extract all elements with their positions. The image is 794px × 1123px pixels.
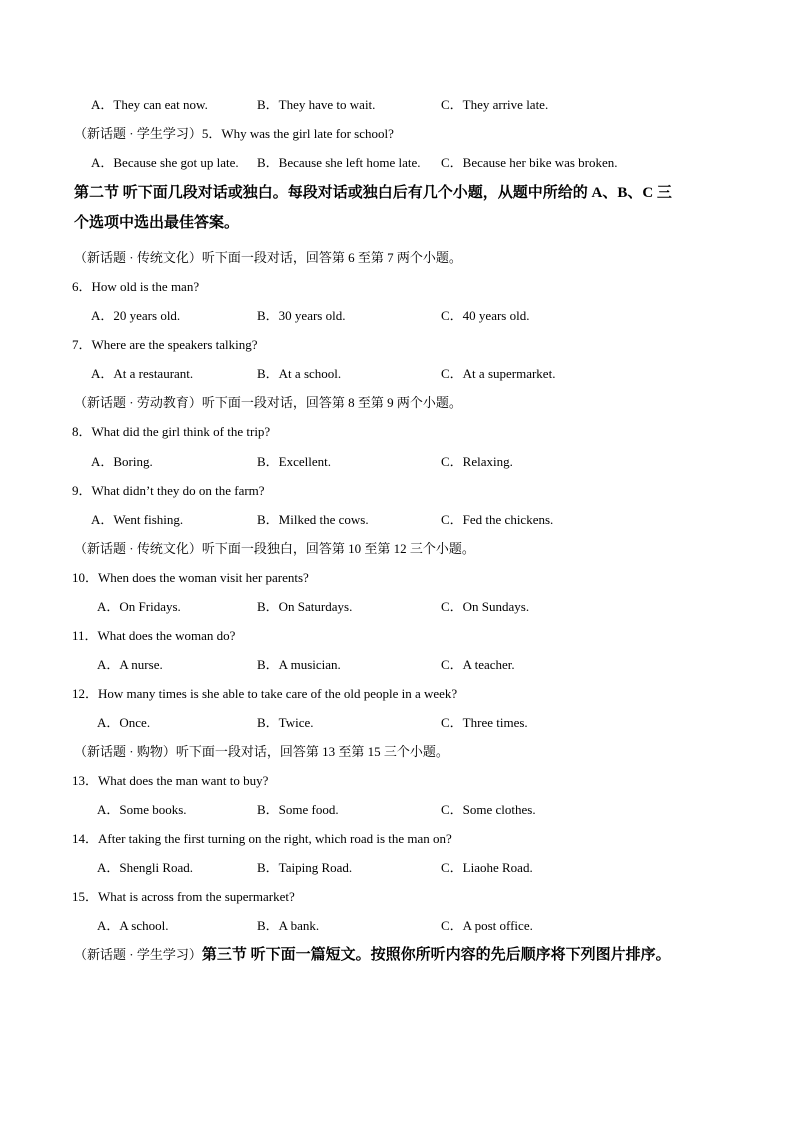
q14-option-a: A．Shengli Road.: [97, 860, 194, 875]
question-11: 11．What does the woman do?: [72, 628, 236, 643]
q8-option-a: A．Boring.: [91, 454, 153, 469]
q14-option-b: B．Taiping Road.: [257, 860, 353, 875]
q10-option-a: A．On Fridays.: [97, 599, 181, 614]
section-2-heading-line1: 第二节 听下面几段对话或独白。每段对话或独白后有几个小题，从题中所给的 A、B、C 三: [74, 185, 672, 201]
question-7: 7．Where are the speakers talking?: [72, 337, 258, 352]
q5-option-c: C．Because her bike was broken.: [441, 155, 618, 170]
group-1-instruction: （新话题 · 传统文化）听下面一段对话，回答第 6 至第 7 两个小题。: [74, 250, 462, 265]
group-2-instruction: （新话题 · 劳动教育）听下面一段对话，回答第 8 至第 9 两个小题。: [74, 395, 462, 410]
question-8: 8．What did the girl think of the trip?: [72, 424, 271, 439]
section-3-heading: [74, 946, 671, 964]
q12-option-c: C．Three times.: [441, 715, 528, 730]
q10-option-b: B．On Saturdays.: [257, 599, 353, 614]
q15-option-a: A．A school.: [97, 918, 169, 933]
question-15: 15．What is across from the supermarket?: [72, 889, 295, 904]
question-9: 9．What didn’t they do on the farm?: [72, 483, 265, 498]
question-6: 6．How old is the man?: [72, 279, 200, 294]
q11-option-c: C．A teacher.: [441, 657, 515, 672]
q7-option-a: A．At a restaurant.: [91, 366, 194, 381]
q6-option-c: C．40 years old.: [441, 308, 530, 323]
q13-option-a: A．Some books.: [97, 802, 187, 817]
q15-option-c: C．A post office.: [441, 918, 533, 933]
option-a: A．They can eat now.: [91, 97, 208, 112]
q13-option-b: B．Some food.: [257, 802, 339, 817]
q11-option-a: A．A nurse.: [97, 657, 163, 672]
q10-option-c: C．On Sundays.: [441, 599, 530, 614]
q6-option-a: A．20 years old.: [91, 308, 181, 323]
q9-option-c: C．Fed the chickens.: [441, 512, 554, 527]
q12-option-a: A．Once.: [97, 715, 151, 730]
q6-option-b: B．30 years old.: [257, 308, 346, 323]
q12-option-b: B．Twice.: [257, 715, 314, 730]
group-3-instruction: （新话题 · 传统文化）听下面一段独白，回答第 10 至第 12 三个小题。: [74, 541, 475, 556]
q9-option-a: A．Went fishing.: [91, 512, 184, 527]
section-3-text: 第三节 听下面一篇短文。按照你所听内容的先后顺序将下列图片排序。: [201, 947, 671, 963]
group-4-instruction: （新话题 · 购物）听下面一段对话，回答第 13 至第 15 三个小题。: [74, 744, 449, 759]
q9-option-b: B．Milked the cows.: [257, 512, 369, 527]
q8-option-c: C．Relaxing.: [441, 454, 513, 469]
q7-option-b: B．At a school.: [257, 366, 342, 381]
q15-option-b: B．A bank.: [257, 918, 320, 933]
q14-option-c: C．Liaohe Road.: [441, 860, 533, 875]
question-10: 10．When does the woman visit her parents?: [72, 570, 309, 585]
question-14: 14．After taking the first turning on the right, which road is the man on?: [72, 831, 452, 846]
section-2-heading-line2: 个选项中选出最佳答案。: [74, 215, 240, 231]
q5-option-b: B．Because she left home late.: [257, 155, 421, 170]
section-3-topic-tag: （新话题 · 学生学习）: [74, 947, 202, 962]
question-5: （新话题 · 学生学习）5．Why was the girl late for school?: [74, 126, 394, 141]
q13-option-c: C．Some clothes.: [441, 802, 536, 817]
q11-option-b: B．A musician.: [257, 657, 341, 672]
q5-option-a: A．Because she got up late.: [91, 155, 239, 170]
q7-option-c: C．At a supermarket.: [441, 366, 556, 381]
question-12: 12．How many times is she able to take care of the old people in a week?: [72, 686, 458, 701]
q8-option-b: B．Excellent.: [257, 454, 332, 469]
question-13: 13．What does the man want to buy?: [72, 773, 269, 788]
option-b: B．They have to wait.: [257, 97, 376, 112]
option-c: C．They arrive late.: [441, 97, 549, 112]
